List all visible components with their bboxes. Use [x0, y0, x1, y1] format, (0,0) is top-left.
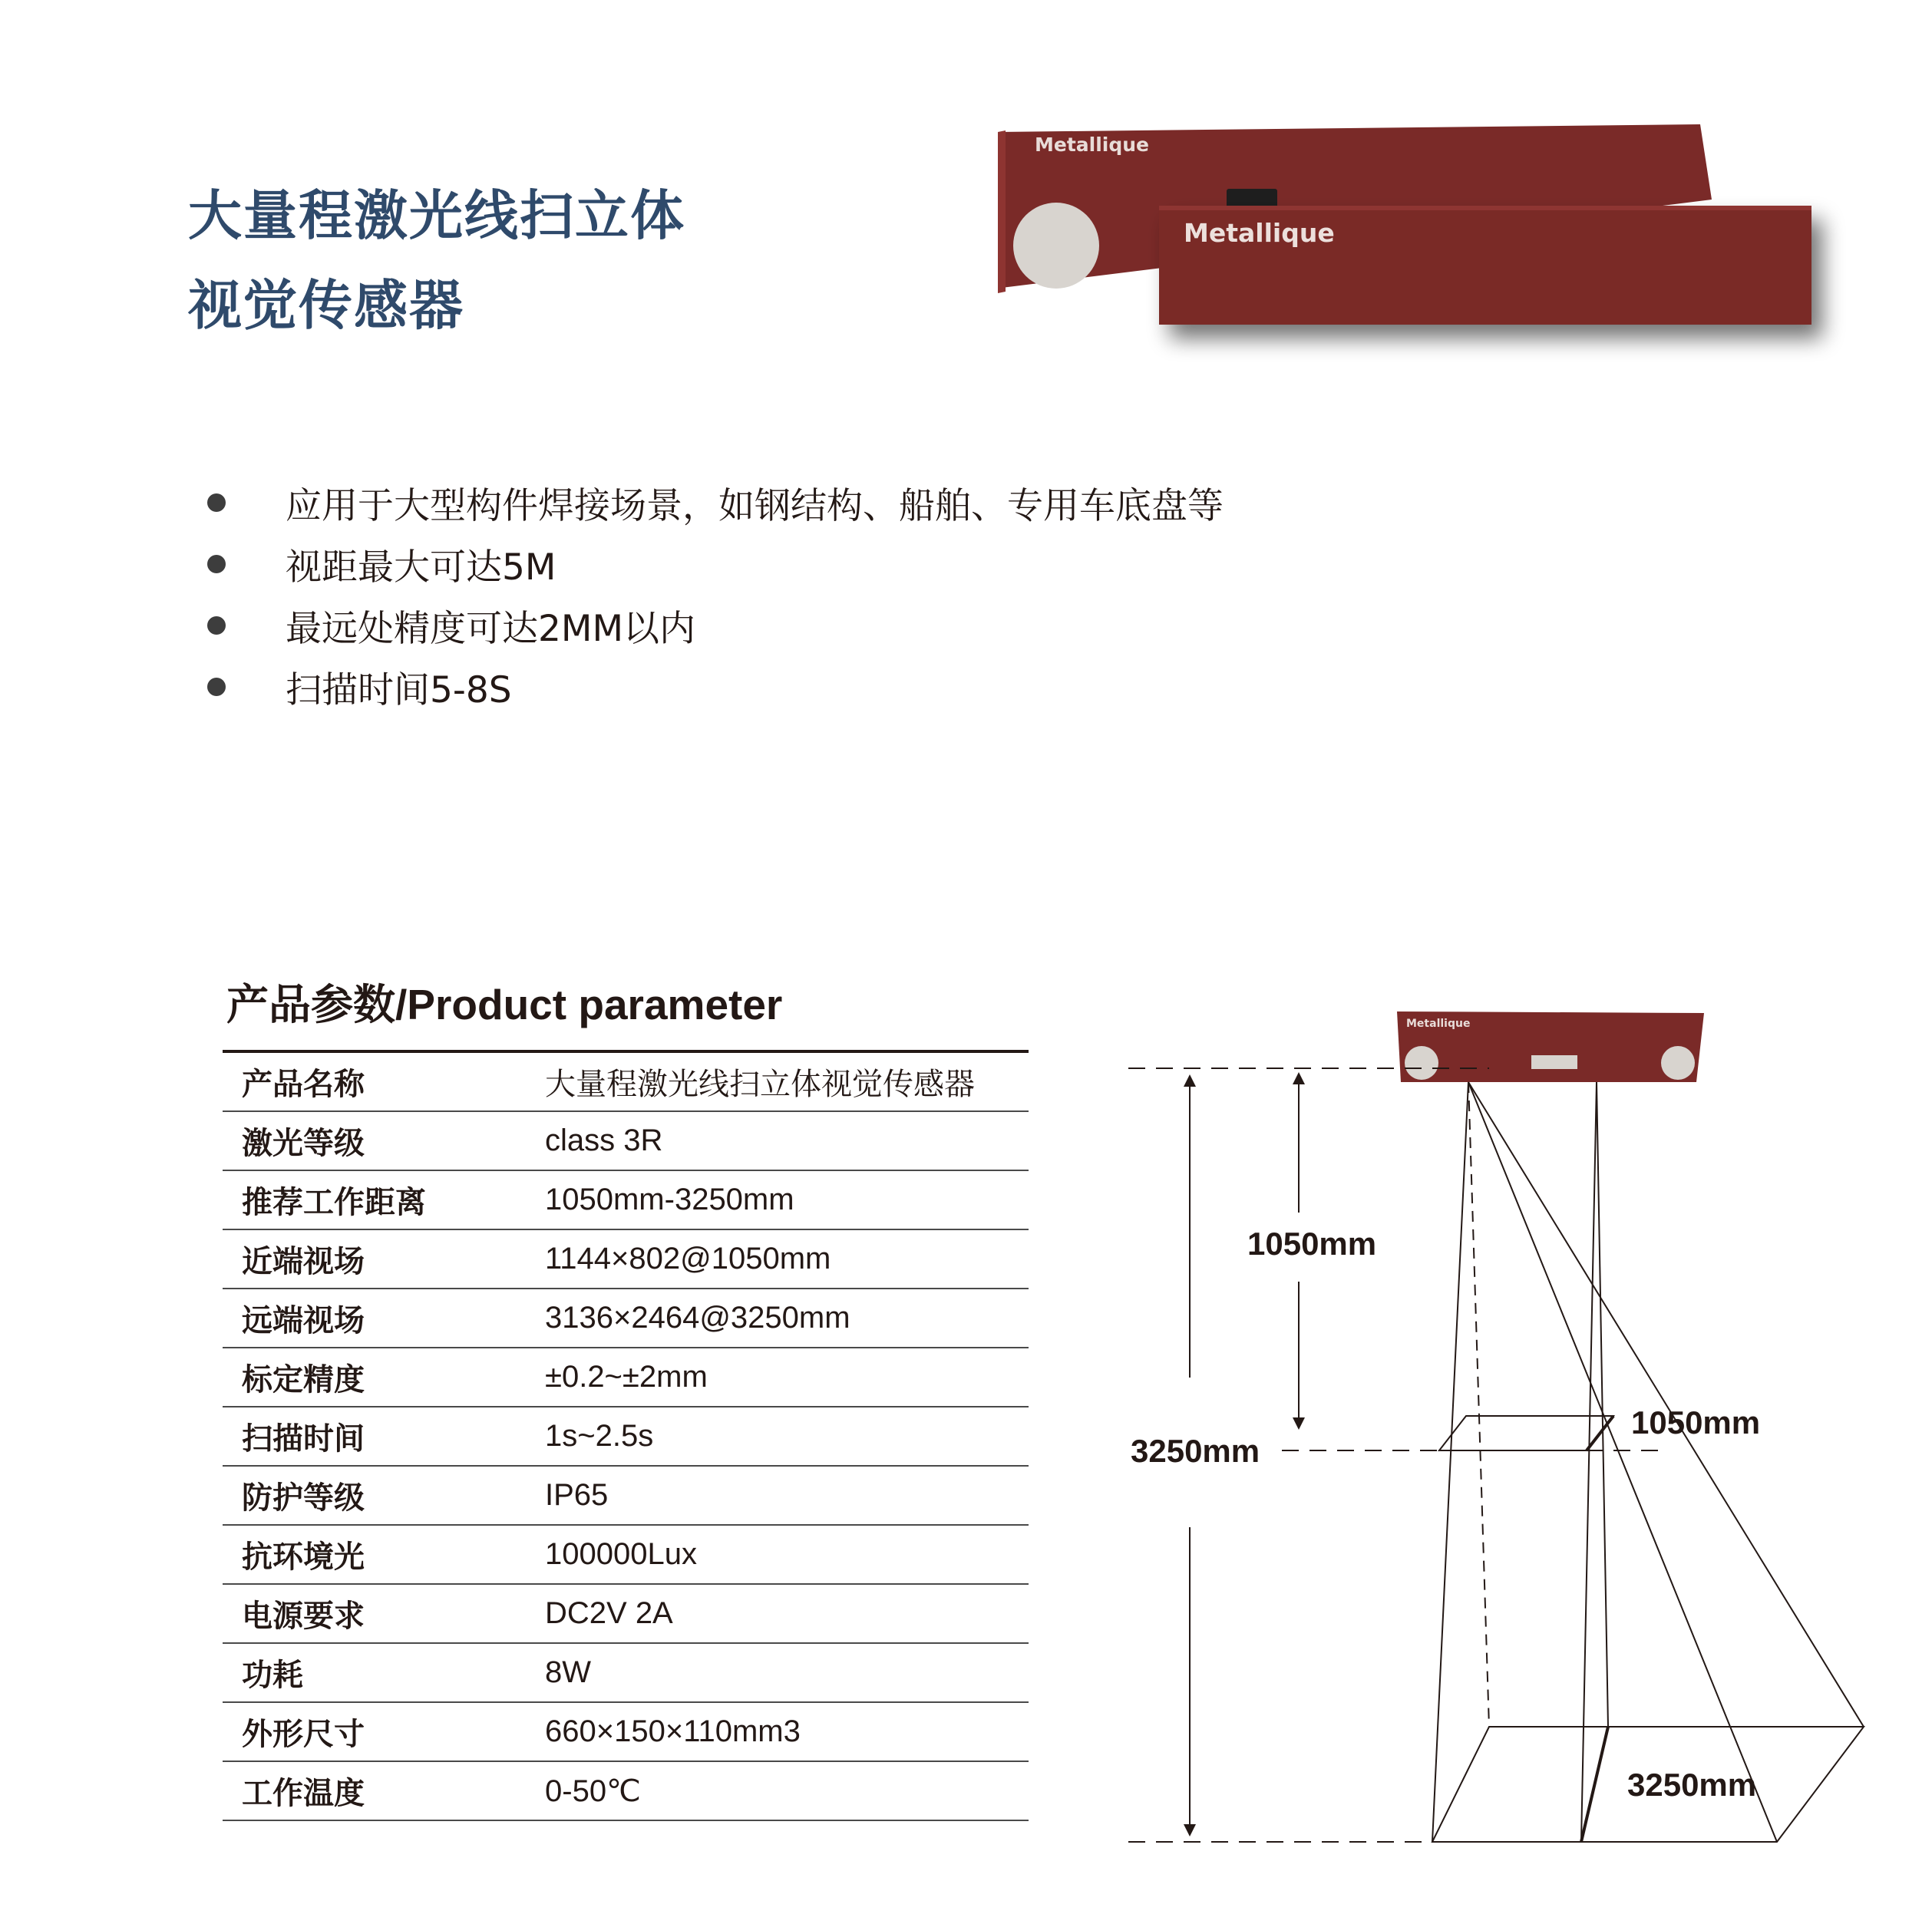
- param-value: 大量程激光线扫立体视觉传感器: [545, 1067, 975, 1102]
- table-row: [223, 1762, 1029, 1821]
- param-key: 标定精度: [242, 1362, 365, 1398]
- param-value: DC2V 2A: [545, 1596, 673, 1630]
- table-row: [223, 1112, 1029, 1171]
- product-image: [983, 115, 1865, 368]
- param-key: 电源要求: [242, 1599, 365, 1634]
- feature-text: 最远处精度可达2MM以内: [286, 607, 696, 650]
- param-key: 抗环境光: [242, 1539, 365, 1575]
- param-key: 外形尺寸: [242, 1717, 365, 1752]
- table-row: [223, 1644, 1029, 1703]
- far-width-label: 3250mm: [1627, 1767, 1757, 1803]
- param-key: 工作温度: [242, 1776, 365, 1811]
- near-plane: [1439, 1416, 1613, 1450]
- param-key: 防护等级: [242, 1480, 365, 1516]
- param-key: 推荐工作距离: [242, 1185, 426, 1220]
- bullet-icon: [207, 616, 226, 635]
- bullet-icon: [207, 678, 226, 696]
- feature-text: 视距最大可达5M: [286, 546, 556, 589]
- page-title-line1: 大量程激光线扫立体: [188, 184, 685, 247]
- param-value: 100000Lux: [545, 1537, 697, 1571]
- param-value: ±0.2~±2mm: [545, 1360, 708, 1394]
- table-row: [223, 1467, 1029, 1526]
- sensor-lens-icon: [1013, 203, 1099, 289]
- feature-text: 应用于大型构件焊接场景，如钢结构、船舶、专用车底盘等: [286, 484, 1224, 527]
- param-key: 扫描时间: [242, 1421, 365, 1457]
- table-row: [223, 1703, 1029, 1762]
- param-key: 激光等级: [242, 1126, 365, 1161]
- param-value: class 3R: [545, 1124, 663, 1157]
- param-value: IP65: [545, 1478, 609, 1512]
- table-row: [223, 1289, 1029, 1348]
- param-value: 3136×2464@3250mm: [545, 1301, 850, 1335]
- params-heading-cn: 产品参数: [226, 980, 396, 1029]
- param-value: 8W: [545, 1655, 591, 1689]
- bullet-icon: [207, 555, 226, 573]
- param-value: 0-50℃: [545, 1774, 641, 1808]
- page-title-line2: 视觉传感器: [188, 274, 464, 337]
- params-table: [223, 1050, 1029, 1821]
- param-value: 1s~2.5s: [545, 1419, 654, 1453]
- far-distance-label: 3250mm: [1131, 1433, 1260, 1469]
- diagram-sensor-brand: Metallique: [1406, 1018, 1471, 1030]
- param-key: 远端视场: [242, 1303, 365, 1338]
- sensor-window-icon: [1531, 1055, 1577, 1069]
- near-width-label: 1050mm: [1631, 1404, 1761, 1440]
- table-row: [223, 1585, 1029, 1644]
- list-item: [207, 533, 1359, 595]
- near-distance-label: 1050mm: [1247, 1226, 1377, 1262]
- diagram-sensor: [1397, 1011, 1704, 1082]
- feature-list: [207, 472, 1359, 718]
- params-heading: [226, 971, 782, 1031]
- param-value: 1144×802@1050mm: [545, 1242, 831, 1275]
- list-item: [207, 472, 1359, 533]
- sensor-back-brand: Metallique: [1035, 134, 1150, 156]
- sensor-lens-left-icon: [1405, 1046, 1438, 1080]
- list-item: [207, 656, 1359, 718]
- table-row: [223, 1171, 1029, 1230]
- sensor-lens-right-icon: [1661, 1046, 1695, 1080]
- bullet-icon: [207, 493, 226, 512]
- param-value: 1050mm-3250mm: [545, 1183, 794, 1216]
- table-row: [223, 1348, 1029, 1407]
- table-row: [223, 1230, 1029, 1289]
- feature-text: 扫描时间5-8S: [286, 668, 512, 711]
- param-value: 660×150×110mm3: [545, 1714, 801, 1748]
- sensor-front-brand: Metallique: [1184, 218, 1335, 248]
- fov-diagram: [1128, 998, 1904, 1880]
- sensor-front: [1159, 206, 1811, 325]
- params-heading-en: /Product parameter: [395, 981, 783, 1028]
- table-row: [223, 1407, 1029, 1467]
- param-key: 产品名称: [242, 1067, 365, 1102]
- table-row: [223, 1053, 1029, 1112]
- param-key: 近端视场: [242, 1244, 365, 1279]
- list-item: [207, 595, 1359, 656]
- param-key: 功耗: [242, 1658, 303, 1693]
- table-row: [223, 1526, 1029, 1585]
